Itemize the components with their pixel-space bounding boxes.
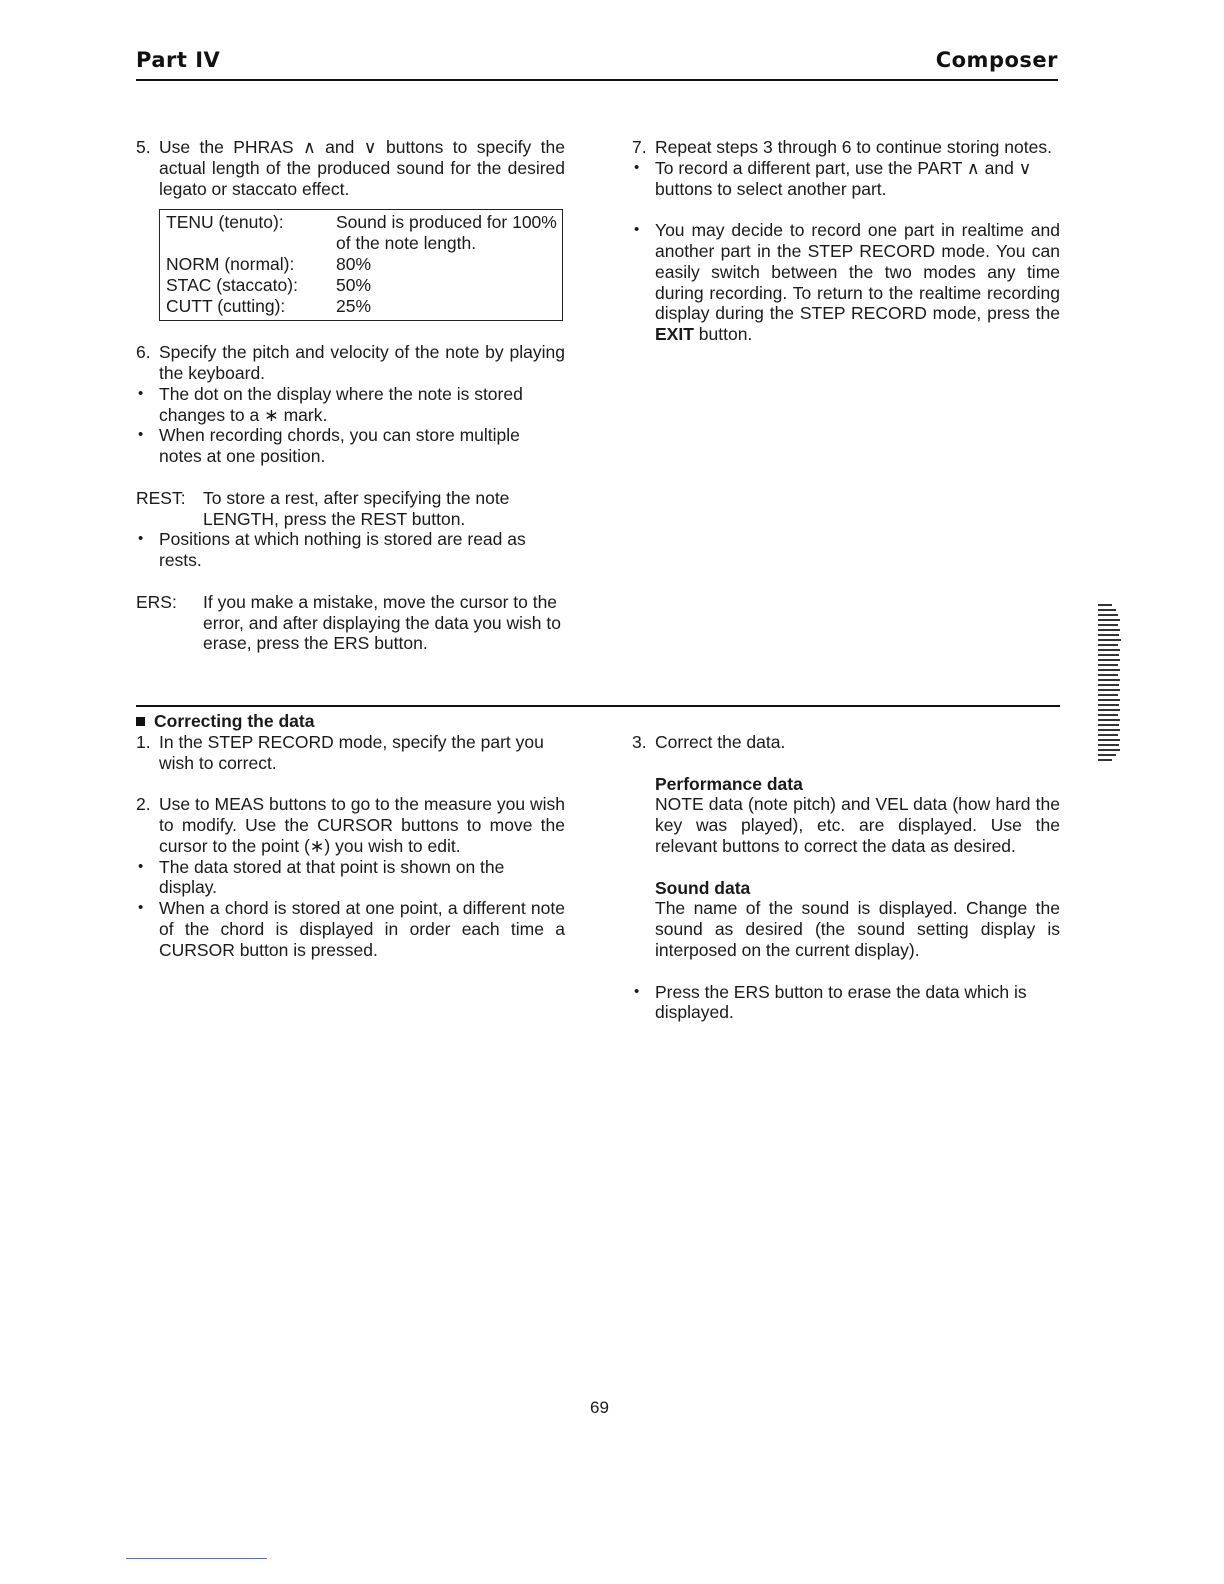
page-number: 69: [590, 1398, 609, 1417]
ers-text: If you make a mistake, move the cursor to the error, and after displaying the data you wish to erase, press the ERS button.: [203, 591, 561, 654]
bullet-text: When recording chords, you can store multiple notes at one position.: [159, 425, 520, 467]
table-value: 50%: [336, 274, 372, 295]
bullet-text: To record a different part, use the PART ∧ and ∨ buttons to select another part.: [655, 157, 1032, 199]
step-text: In the STEP RECORD mode, specify the part you wish to correct.: [159, 731, 544, 773]
step-number: 6.: [136, 342, 151, 363]
table-key: STAC (staccato):: [166, 274, 298, 295]
performance-title: Performance data: [655, 773, 803, 794]
bullet-text: [655, 220, 1060, 345]
bullet-item: [632, 158, 1060, 200]
step-number: 5.: [136, 137, 151, 157]
table-key: TENU (tenuto):: [166, 212, 284, 233]
table-key: NORM (normal):: [166, 253, 295, 274]
left-column-top: [136, 137, 565, 654]
bullet-text: The dot on the display where the note is stored changes to a ∗ mark.: [159, 383, 523, 425]
performance-text: NOTE data (note pitch) and VEL data (how hard the key was played), etc. are displayed. Use the relevant buttons to correct the data as desired.: [655, 794, 1060, 856]
footer-line: [126, 1558, 267, 1559]
bullet-icon: •: [634, 221, 640, 239]
rest-text: To store a rest, after specifying the note LENGTH, press the REST button.: [203, 487, 510, 529]
bullet-item: [136, 529, 565, 571]
right-column-bottom: [632, 732, 1060, 1023]
exit-word: EXIT: [655, 324, 694, 345]
step-text: Use to MEAS buttons to go to the measure you wish to modify. Use the CURSOR buttons to move the cursor to the point (∗) you wish to edit.: [159, 794, 565, 856]
section-title: [136, 711, 565, 732]
square-bullet-icon: [136, 717, 145, 726]
table-row: [166, 212, 562, 254]
articulation-table: [159, 209, 563, 321]
bullet-icon: •: [634, 982, 640, 1000]
performance-block: [632, 774, 1060, 961]
bullet-icon: •: [138, 384, 144, 402]
table-value: 25%: [336, 295, 372, 316]
ers-entry: [136, 592, 565, 654]
bullet-text: When a chord is stored at one point, a different note of the chord is displayed in order each time a CURSOR button is pressed.: [159, 898, 565, 960]
left-column-bottom: [136, 711, 565, 961]
step-text: Specify the pitch and velocity of the note by playing the keyboard.: [159, 342, 565, 383]
table-row: [166, 254, 562, 275]
header-rule: [136, 79, 1058, 81]
step-3: [632, 732, 1060, 753]
step-1: [136, 732, 565, 774]
bullet-icon: •: [138, 530, 144, 548]
right-column-top: [632, 137, 1060, 345]
bullet-item: [632, 982, 1060, 1024]
step-2: [136, 794, 565, 856]
section-title-text: Correcting the data: [154, 711, 315, 731]
table-row: [166, 296, 562, 317]
sound-text: The name of the sound is displayed. Change the sound as desired (the sound setting display is interposed on the current display).: [655, 898, 1060, 960]
sound-title: Sound data: [655, 877, 751, 898]
bullet-text: The data stored at that point is shown on the display.: [159, 856, 505, 898]
bullet-text: Positions at which nothing is stored are read as rests.: [159, 529, 526, 571]
step-number: 1.: [136, 731, 151, 752]
section-divider: [136, 705, 1060, 707]
step-number: 3.: [632, 732, 647, 752]
step-5: [136, 137, 565, 199]
ers-label: ERS:: [136, 591, 177, 612]
header-part: Part IV: [136, 48, 221, 72]
bullet-text-main: You may decide to record one part in realtime and another part in the STEP RECORD mode. You can easily switch between the two modes any time during recording. To return to the realtime recording display during the STEP RECORD mode, press the: [655, 220, 1060, 324]
step-text: Correct the data.: [655, 732, 786, 752]
step-text: Repeat steps 3 through 6 to continue storing notes.: [655, 137, 1052, 157]
bullet-icon: •: [138, 426, 144, 444]
rest-label: REST:: [136, 487, 186, 508]
bullet-item: [136, 384, 565, 426]
step-number: 2.: [136, 794, 151, 815]
bullet-item: [632, 220, 1060, 345]
step-7: [632, 137, 1060, 158]
table-value: 80%: [336, 253, 372, 274]
bullet-icon: •: [138, 857, 144, 875]
bullet-item: [136, 898, 565, 960]
bullet-icon: •: [138, 899, 144, 917]
step-6: [136, 342, 565, 384]
rest-entry: [136, 488, 565, 530]
table-key: CUTT (cutting):: [166, 295, 286, 316]
edge-tab-marks: [1098, 604, 1126, 780]
header-title: Composer: [935, 48, 1058, 72]
bullet-item: [136, 425, 565, 467]
table-value: Sound is produced for 100% of the note length.: [336, 212, 557, 254]
bullet-icon: •: [634, 158, 640, 176]
table-row: [166, 275, 562, 296]
bullet-text-tail: button.: [693, 324, 753, 345]
bullet-text: Press the ERS button to erase the data which is displayed.: [655, 981, 1027, 1023]
step-number: 7.: [632, 137, 647, 157]
step-text: Use the PHRAS ∧ and ∨ buttons to specify the actual length of the produced sound for the desired legato or staccato effect.: [159, 137, 565, 199]
bullet-item: [136, 857, 565, 899]
